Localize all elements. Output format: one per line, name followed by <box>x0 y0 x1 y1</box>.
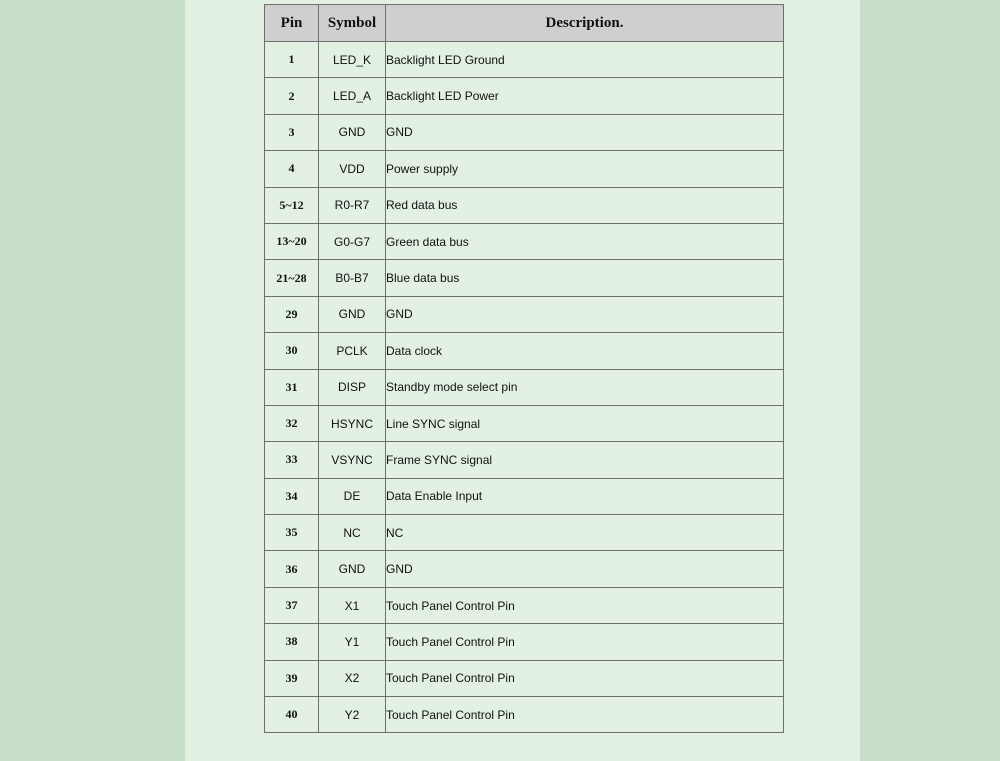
pin-cell: 3 <box>265 114 319 150</box>
pin-cell: 32 <box>265 405 319 441</box>
symbol-cell: DE <box>319 478 386 514</box>
description-cell: Backlight LED Power <box>386 78 784 114</box>
symbol-cell: X1 <box>319 587 386 623</box>
symbol-cell: GND <box>319 114 386 150</box>
table-row <box>265 478 784 514</box>
symbol-cell: LED_A <box>319 78 386 114</box>
header-description: Description. <box>386 5 784 42</box>
description-cell: Touch Panel Control Pin <box>386 624 784 660</box>
symbol-cell: G0-G7 <box>319 223 386 259</box>
description-cell: Red data bus <box>386 187 784 223</box>
pin-cell: 13~20 <box>265 223 319 259</box>
table-row <box>265 187 784 223</box>
table-row <box>265 223 784 259</box>
pin-cell: 35 <box>265 515 319 551</box>
table-row <box>265 697 784 733</box>
description-cell: Line SYNC signal <box>386 405 784 441</box>
pin-cell: 2 <box>265 78 319 114</box>
symbol-cell: VDD <box>319 151 386 187</box>
symbol-cell: DISP <box>319 369 386 405</box>
header-symbol: Symbol <box>319 5 386 42</box>
description-cell: Touch Panel Control Pin <box>386 587 784 623</box>
table-row <box>265 114 784 150</box>
symbol-cell: VSYNC <box>319 442 386 478</box>
description-cell: GND <box>386 296 784 332</box>
table-row <box>265 296 784 332</box>
table-row <box>265 42 784 78</box>
description-cell: Data Enable Input <box>386 478 784 514</box>
pin-definition-table <box>264 4 784 733</box>
symbol-cell: HSYNC <box>319 405 386 441</box>
table-row <box>265 515 784 551</box>
pin-cell: 36 <box>265 551 319 587</box>
symbol-cell: GND <box>319 551 386 587</box>
table-row <box>265 405 784 441</box>
description-cell: GND <box>386 551 784 587</box>
description-cell: Blue data bus <box>386 260 784 296</box>
symbol-cell: Y2 <box>319 697 386 733</box>
table-row <box>265 260 784 296</box>
symbol-cell: R0-R7 <box>319 187 386 223</box>
pin-cell: 1 <box>265 42 319 78</box>
table-header-row <box>265 5 784 42</box>
description-cell: GND <box>386 114 784 150</box>
symbol-cell: X2 <box>319 660 386 696</box>
pin-cell: 29 <box>265 296 319 332</box>
table-row <box>265 78 784 114</box>
symbol-cell: LED_K <box>319 42 386 78</box>
table-row <box>265 151 784 187</box>
description-cell: Power supply <box>386 151 784 187</box>
description-cell: Data clock <box>386 333 784 369</box>
description-cell: Frame SYNC signal <box>386 442 784 478</box>
symbol-cell: NC <box>319 515 386 551</box>
description-cell: Touch Panel Control Pin <box>386 660 784 696</box>
table-row <box>265 369 784 405</box>
pin-cell: 39 <box>265 660 319 696</box>
symbol-cell: PCLK <box>319 333 386 369</box>
pin-cell: 5~12 <box>265 187 319 223</box>
pin-cell: 30 <box>265 333 319 369</box>
table-row <box>265 587 784 623</box>
symbol-cell: B0-B7 <box>319 260 386 296</box>
symbol-cell: Y1 <box>319 624 386 660</box>
table-row <box>265 333 784 369</box>
description-cell: Backlight LED Ground <box>386 42 784 78</box>
table-row <box>265 551 784 587</box>
description-cell: Green data bus <box>386 223 784 259</box>
pin-cell: 33 <box>265 442 319 478</box>
description-cell: Standby mode select pin <box>386 369 784 405</box>
pin-cell: 4 <box>265 151 319 187</box>
table-row <box>265 624 784 660</box>
pin-cell: 38 <box>265 624 319 660</box>
description-cell: NC <box>386 515 784 551</box>
header-pin: Pin <box>265 5 319 42</box>
symbol-cell: GND <box>319 296 386 332</box>
pin-cell: 34 <box>265 478 319 514</box>
pin-cell: 31 <box>265 369 319 405</box>
pin-cell: 21~28 <box>265 260 319 296</box>
description-cell: Touch Panel Control Pin <box>386 697 784 733</box>
table-row <box>265 442 784 478</box>
table-row <box>265 660 784 696</box>
pin-cell: 40 <box>265 697 319 733</box>
pin-cell: 37 <box>265 587 319 623</box>
